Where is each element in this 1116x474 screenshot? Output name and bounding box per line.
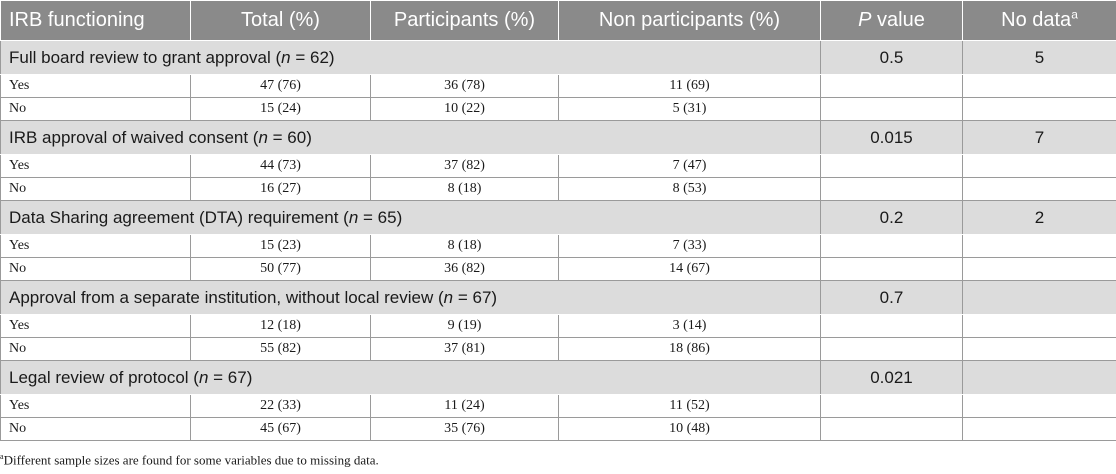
section-n-variable: n [258, 127, 268, 147]
section-label-text: Full board review to grant approval ( [9, 47, 282, 67]
row-non-participants: 8 (53) [559, 178, 821, 201]
header-p-italic: P [858, 9, 872, 31]
row-total: 47 (76) [191, 75, 371, 98]
row-total: 50 (77) [191, 258, 371, 281]
row-total: 12 (18) [191, 315, 371, 338]
row-non-participants: 3 (14) [559, 315, 821, 338]
header-total: Total (%) [191, 1, 371, 41]
row-no-data-empty [963, 418, 1116, 441]
row-non-participants: 11 (69) [559, 75, 821, 98]
row-no-data-empty [963, 395, 1116, 418]
row-participants: 36 (82) [371, 258, 559, 281]
row-label: Yes [1, 75, 191, 98]
section-n-variable: n [443, 287, 454, 307]
row-label: No [1, 418, 191, 441]
section-label [1, 201, 821, 235]
table-row [1, 395, 1116, 418]
section-p-value: 0.7 [821, 281, 963, 315]
section-no-data [963, 281, 1116, 315]
footnote-marker: a [0, 452, 4, 461]
row-p-value-empty [821, 235, 963, 258]
row-non-participants: 7 (33) [559, 235, 821, 258]
row-label: Yes [1, 235, 191, 258]
row-total: 22 (33) [191, 395, 371, 418]
header-non-participants: Non participants (%) [559, 1, 821, 41]
header-irb-functioning: IRB functioning [1, 1, 191, 41]
row-no-data-empty [963, 155, 1116, 178]
row-p-value-empty [821, 75, 963, 98]
section-p-value: 0.2 [821, 201, 963, 235]
section-row [1, 121, 1116, 155]
row-total: 55 (82) [191, 338, 371, 361]
table-row [1, 235, 1116, 258]
footnote-text: Different sample sizes are found for some variables due to missing data. [3, 452, 379, 468]
row-participants: 8 (18) [371, 235, 559, 258]
section-n-value: = 60) [267, 127, 312, 147]
table-row [1, 75, 1116, 98]
row-total: 15 (24) [191, 98, 371, 121]
section-label [1, 281, 821, 315]
row-no-data-empty [963, 235, 1116, 258]
row-p-value-empty [821, 155, 963, 178]
section-row [1, 281, 1116, 315]
header-no-data [963, 1, 1116, 41]
row-label: Yes [1, 395, 191, 418]
row-p-value-empty [821, 178, 963, 201]
section-n-variable: n [348, 207, 359, 227]
section-n-value: = 67) [208, 367, 253, 387]
table-row [1, 178, 1116, 201]
row-label: Yes [1, 155, 191, 178]
row-total: 15 (23) [191, 235, 371, 258]
row-no-data-empty [963, 338, 1116, 361]
row-participants: 11 (24) [371, 395, 559, 418]
section-p-value: 0.015 [821, 121, 963, 155]
row-no-data-empty [963, 75, 1116, 98]
section-label [1, 361, 821, 395]
section-row [1, 201, 1116, 235]
row-total: 45 (67) [191, 418, 371, 441]
header-participants: Participants (%) [371, 1, 559, 41]
row-participants: 37 (82) [371, 155, 559, 178]
section-no-data: 2 [963, 201, 1116, 235]
row-label: Yes [1, 315, 191, 338]
row-label: No [1, 178, 191, 201]
row-no-data-empty [963, 315, 1116, 338]
row-non-participants: 7 (47) [559, 155, 821, 178]
header-no-data-label: No data [1001, 9, 1072, 31]
row-no-data-empty [963, 258, 1116, 281]
row-no-data-empty [963, 178, 1116, 201]
row-participants: 37 (81) [371, 338, 559, 361]
table-row [1, 315, 1116, 338]
row-participants: 8 (18) [371, 178, 559, 201]
section-no-data: 5 [963, 41, 1116, 75]
section-p-value: 0.5 [821, 41, 963, 75]
table-row [1, 258, 1116, 281]
section-label-text: Approval from a separate institution, without local review ( [9, 287, 444, 307]
header-no-data-footnote-marker: a [1071, 7, 1078, 22]
row-participants: 10 (22) [371, 98, 559, 121]
section-n-variable: n [281, 47, 291, 67]
section-no-data [963, 361, 1116, 395]
row-p-value-empty [821, 418, 963, 441]
section-p-value: 0.021 [821, 361, 963, 395]
table-row [1, 98, 1116, 121]
row-p-value-empty [821, 395, 963, 418]
section-label-text: Data Sharing agreement (DTA) requirement ( [9, 207, 349, 227]
row-total: 44 (73) [191, 155, 371, 178]
table-row [1, 418, 1116, 441]
row-p-value-empty [821, 338, 963, 361]
row-non-participants: 18 (86) [559, 338, 821, 361]
row-non-participants: 14 (67) [559, 258, 821, 281]
header-p-rest: value [871, 9, 925, 31]
row-p-value-empty [821, 315, 963, 338]
section-n-variable: n [198, 367, 209, 387]
row-label: No [1, 258, 191, 281]
section-label [1, 121, 821, 155]
row-participants: 36 (78) [371, 75, 559, 98]
table-header-row [1, 1, 1116, 41]
row-no-data-empty [963, 98, 1116, 121]
section-label [1, 41, 821, 75]
table-footnote [0, 452, 379, 468]
row-label: No [1, 338, 191, 361]
row-non-participants: 5 (31) [559, 98, 821, 121]
row-non-participants: 10 (48) [559, 418, 821, 441]
row-total: 16 (27) [191, 178, 371, 201]
row-label: No [1, 98, 191, 121]
section-label-text: IRB approval of waived consent ( [9, 127, 259, 147]
table-row [1, 338, 1116, 361]
section-label-text: Legal review of protocol ( [9, 367, 199, 387]
table-row [1, 155, 1116, 178]
table-body [1, 41, 1116, 441]
row-p-value-empty [821, 258, 963, 281]
row-p-value-empty [821, 98, 963, 121]
section-n-value: = 67) [453, 287, 498, 307]
section-n-value: = 65) [358, 207, 403, 227]
section-row [1, 41, 1116, 75]
row-non-participants: 11 (52) [559, 395, 821, 418]
section-n-value: = 62) [290, 47, 335, 67]
header-p-value [821, 1, 963, 41]
row-participants: 9 (19) [371, 315, 559, 338]
row-participants: 35 (76) [371, 418, 559, 441]
section-row [1, 361, 1116, 395]
section-no-data: 7 [963, 121, 1116, 155]
